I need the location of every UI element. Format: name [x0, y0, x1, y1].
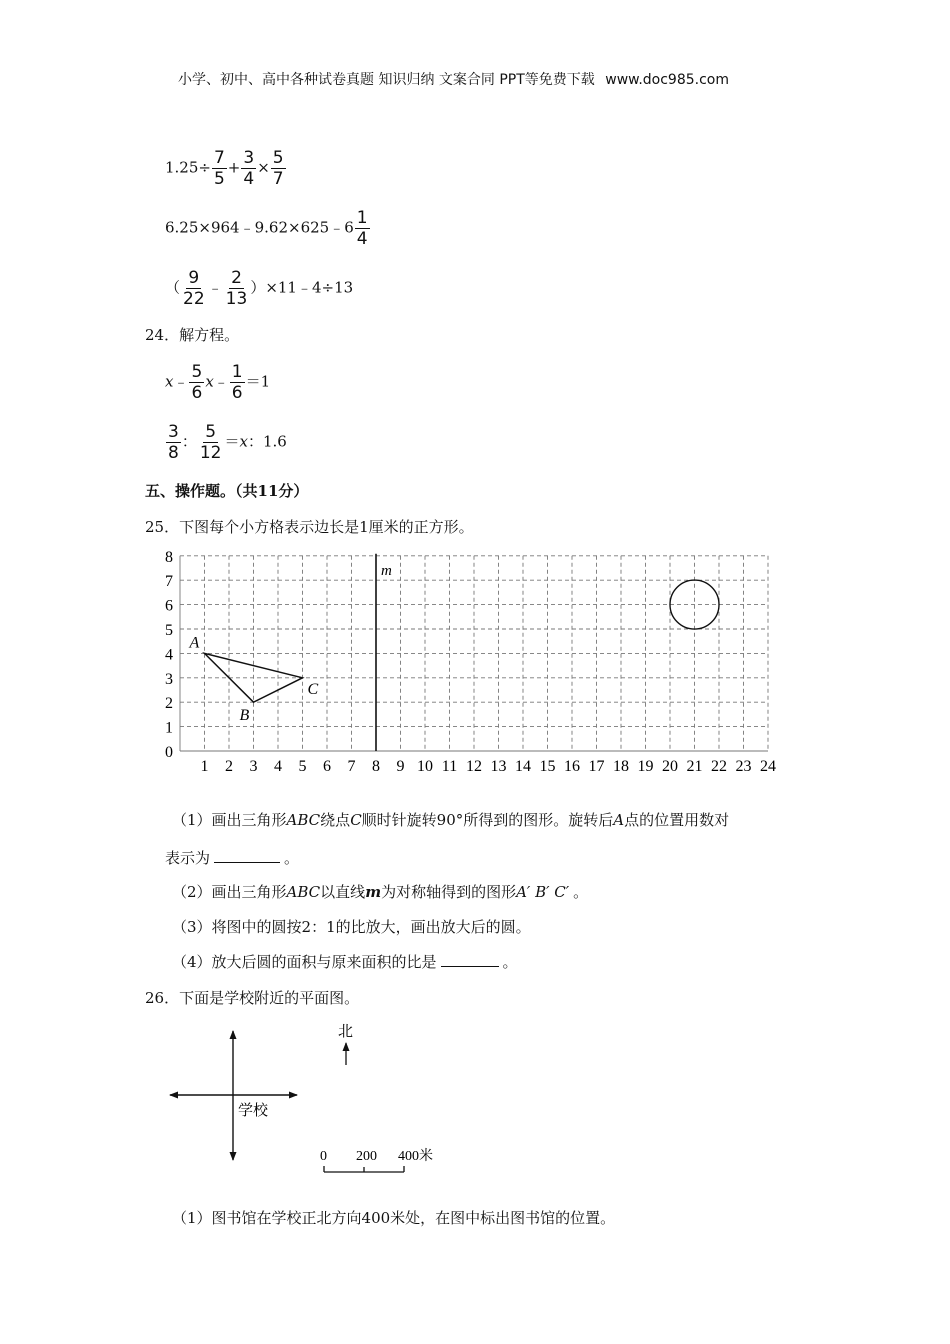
- x-tick-label: 17: [588, 758, 605, 775]
- y-tick-label: 1: [165, 719, 173, 737]
- y-axis-ticks: [165, 549, 173, 761]
- x-tick-label: 23: [735, 758, 752, 775]
- x-tick-label: 10: [417, 758, 433, 775]
- calc-2-lead: 6.25×964﹣9.62×625﹣6: [165, 218, 354, 237]
- y-tick-label: 5: [165, 622, 173, 639]
- operator: ×: [257, 158, 270, 177]
- y-tick-label: 4: [165, 646, 173, 664]
- y-tick-label: 6: [165, 597, 173, 615]
- q25-sub2: （2）画出三角形ABC以直线m为对称轴得到的图形A′ B′ C′ 。: [172, 883, 589, 901]
- paren: （: [165, 278, 181, 297]
- fraction: $\frac{9}{22}$: [183, 268, 205, 309]
- x-tick-label: 7: [347, 758, 356, 775]
- q25-sub3: （3）将图中的圆按2：1的比放大，画出放大后的圆。: [172, 918, 531, 936]
- point-c-label: C: [307, 680, 319, 698]
- equation-2: $\frac{3}{8}$ ： $\frac{5}{12}$ ＝x：1.6: [168, 422, 287, 463]
- fraction: $\frac{5}{6}$: [191, 362, 203, 403]
- scale-label-400: 400米: [398, 1149, 433, 1164]
- operator: ﹣: [207, 278, 223, 297]
- x-tick-label: 6: [323, 758, 331, 775]
- y-tick-label: 8: [165, 548, 173, 566]
- x-tick-label: 13: [490, 758, 507, 775]
- x-tick-label: 3: [249, 758, 258, 775]
- q26-sub1: （1）图书馆在学校正北方向400米处，在图中标出图书馆的位置。: [172, 1209, 616, 1227]
- answer-blank[interactable]: [214, 861, 280, 863]
- y-tick-label: 7: [165, 573, 173, 591]
- x-axis-ticks: [201, 758, 777, 775]
- y-tick-label: 2: [165, 695, 173, 713]
- calc-1: [165, 148, 287, 189]
- point-a-label: A: [189, 634, 200, 652]
- x-tick-label: 21: [686, 758, 703, 775]
- x-tick-label: 20: [662, 758, 678, 775]
- operator: +: [227, 158, 241, 177]
- calc-2: [165, 208, 371, 249]
- school-map: [160, 1015, 460, 1175]
- fraction: $\frac{3}{4}$: [243, 148, 255, 189]
- x-tick-label: 24: [760, 758, 776, 775]
- x-tick-label: 8: [372, 758, 380, 775]
- fraction: $\frac{5}{7}$: [272, 148, 284, 189]
- x-tick-label: 5: [298, 758, 307, 775]
- scale-label-200: 200: [356, 1149, 377, 1164]
- q25-sub4: （4）放大后圆的面积与原来面积的比是 。: [172, 953, 518, 971]
- y-tick-label: 0: [165, 744, 173, 761]
- coordinate-grid: [160, 545, 790, 780]
- y-tick-label: 3: [165, 670, 173, 688]
- x-tick-label: 19: [637, 758, 654, 775]
- calc-3: [165, 268, 353, 309]
- q25-sub1-line1: （1）画出三角形ABC绕点C顺时针旋转90°所得到的图形。旋转后A点的位置用数对: [172, 811, 730, 829]
- x-tick-label: 12: [466, 758, 482, 775]
- header-text: 小学、初中、高中各种试卷真题 知识归纳 文案合同 PPT等免费下载: [178, 72, 595, 88]
- x-tick-label: 2: [225, 758, 233, 775]
- x-tick-label: 22: [711, 758, 727, 775]
- page-header: [178, 69, 729, 89]
- q25-sub1-line2: 表示为 。: [165, 849, 300, 867]
- q25-title: 25．下图每个小方格表示边长是1厘米的正方形。: [145, 518, 474, 536]
- fraction: $\frac{2}{13}$: [225, 268, 248, 309]
- x-tick-label: 4: [274, 758, 282, 775]
- q24-title: 24．解方程。: [145, 326, 240, 344]
- fraction: $\frac{1}{4}$: [356, 208, 368, 249]
- q26-title: 26．下面是学校附近的平面图。: [145, 989, 360, 1007]
- header-url: www.doc985.com: [605, 72, 729, 88]
- equation-1: x﹣ $\frac{5}{6}$ x﹣ $\frac{1}{6}$ ＝1: [165, 362, 271, 403]
- fraction: $\frac{5}{12}$: [199, 422, 222, 463]
- calc-3-tail: ）×11﹣4÷13: [250, 278, 354, 297]
- x-tick-label: 11: [441, 758, 458, 775]
- x-tick-label: 15: [539, 758, 556, 775]
- x-tick-label: 16: [564, 758, 580, 775]
- school-label: 学校: [238, 1103, 269, 1119]
- north-label: 北: [338, 1024, 354, 1040]
- x-tick-label: 14: [515, 758, 531, 775]
- point-b-label: B: [239, 707, 250, 725]
- answer-blank[interactable]: [441, 965, 499, 967]
- fraction: $\frac{3}{8}$: [168, 422, 179, 463]
- line-m-label: m: [381, 562, 392, 579]
- x-tick-label: 1: [200, 758, 209, 775]
- x-tick-label: 9: [396, 758, 405, 775]
- x-tick-label: 18: [613, 758, 629, 775]
- fraction: $\frac{1}{6}$: [231, 362, 243, 403]
- scale-label-0: 0: [320, 1149, 327, 1164]
- fraction: $\frac{7}{5}$: [213, 148, 225, 189]
- calc-1-lead: 1.25÷: [165, 158, 211, 177]
- section-title: 五、操作题。（共11分）: [145, 482, 309, 500]
